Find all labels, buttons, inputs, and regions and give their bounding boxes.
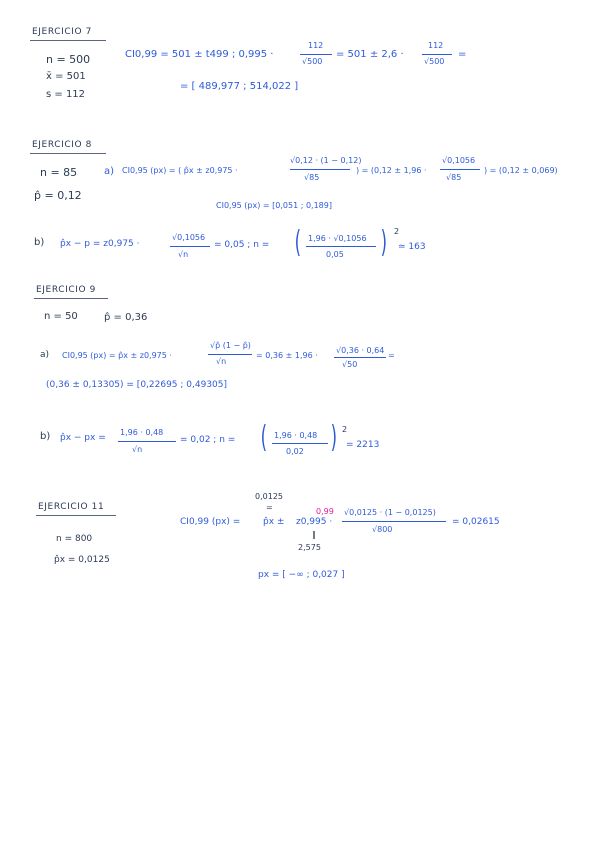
ex9-a-frac1-den: √n — [216, 357, 227, 366]
ex8-b-frac2-num: 1,96 · √0,1056 — [308, 234, 367, 243]
ex8-b-frac-num: √0,1056 — [172, 233, 206, 242]
exercise-7-title: EJERCICIO 7 — [32, 27, 92, 37]
ex8-a-frac2-bar — [440, 169, 480, 170]
ex9-a-frac1-num: √p̂ (1 − p̂) — [210, 341, 251, 350]
ex11-result: px = [ −∞ ; 0,027 ] — [258, 570, 345, 580]
ex11-z-term: z0,995 · — [296, 517, 333, 527]
exercise-8-title: EJERCICIO 8 — [32, 140, 92, 150]
ex7-n: n = 500 — [46, 53, 91, 66]
ex8-a-frac1-den: √85 — [304, 173, 320, 182]
ex8-b-close-paren: ) — [380, 225, 388, 260]
ex8-a-label: a) — [104, 166, 115, 177]
ex11-above-z: 0,99 — [316, 507, 334, 516]
ex7-eq: = — [458, 49, 467, 60]
ex8-b-frac2-den: 0,05 — [326, 250, 344, 259]
ex9-b-label: b) — [40, 431, 51, 442]
exercise-8-underline — [30, 153, 106, 154]
ex8-a-frac1-bar — [290, 169, 350, 170]
ex9-n: n = 50 — [44, 311, 78, 322]
ex7-frac2-num: 112 — [428, 41, 444, 50]
ex11-phat: p̂x = 0,0125 — [54, 555, 110, 565]
ex7-ci-lhs: CI0,99 = 501 ± t499 ; 0,995 · — [125, 49, 274, 60]
ex8-a-end: ) = (0,12 ± 0,069) — [484, 166, 558, 175]
ex8-b-frac-den: √n — [178, 250, 189, 259]
exercise-9-underline — [34, 298, 108, 299]
exercise-7-underline — [30, 40, 106, 41]
exercise-11-title: EJERCICIO 11 — [38, 502, 105, 512]
exercise-11-underline — [36, 515, 116, 516]
ex9-a-frac1-bar — [208, 354, 252, 355]
ex11-frac-bar — [342, 521, 446, 522]
ex7-frac2-bar — [422, 54, 452, 55]
ex8-b-frac2-bar — [306, 246, 376, 247]
ex9-phat: p̂ = 0,36 — [104, 312, 148, 323]
ex7-mid: = 501 ± 2,6 · — [336, 49, 404, 60]
ex7-xbar: x̄ = 501 — [46, 71, 86, 82]
ex9-b-frac-den: √n — [132, 445, 143, 454]
ex11-above-phat: 0,0125 — [255, 492, 283, 501]
exercise-9-title: EJERCICIO 9 — [36, 285, 96, 295]
ex8-b-open-paren: ( — [294, 225, 302, 260]
ex8-b-frac-bar — [170, 246, 210, 247]
ex11-lhs: CI0,99 (px) = — [180, 517, 241, 527]
ex9-b-lhs: p̂x − px = — [60, 433, 106, 443]
ex11-below-z-eq: ‖ — [312, 530, 316, 539]
ex7-result: = [ 489,977 ; 514,022 ] — [180, 81, 299, 92]
ex8-b-label: b) — [34, 237, 45, 248]
ex8-b-lhs: p̂x − p = z0,975 · — [60, 239, 140, 249]
ex11-frac-num: √0,0125 · (1 − 0,0125) — [344, 508, 436, 517]
ex8-b-mid: = 0,05 ; n = — [214, 240, 270, 250]
ex9-b-open-paren: ( — [260, 420, 268, 455]
ex8-b-exponent: 2 — [394, 227, 400, 236]
ex9-a-frac2-bar — [334, 357, 386, 358]
ex8-a-lhs: CI0,95 (px) = ( p̂x ± z0,975 · — [122, 166, 238, 175]
ex7-frac1-bar — [300, 54, 332, 55]
ex11-above-phat-eq: = — [266, 503, 273, 512]
ex8-phat: p̂ = 0,12 — [34, 189, 82, 202]
ex9-a-frac2-num: √0,36 · 0,64 — [336, 346, 385, 355]
ex7-frac1-num: 112 — [308, 41, 324, 50]
ex11-n: n = 800 — [56, 534, 93, 544]
ex8-a-frac2-num: √0,1056 — [442, 156, 476, 165]
ex7-s: s = 112 — [46, 89, 86, 100]
ex8-a-mid: ) = (0,12 ± 1,96 · — [356, 166, 427, 175]
ex9-b-frac-num: 1,96 · 0,48 — [120, 428, 164, 437]
ex9-a-result: (0,36 ± 0,13305) = [0,22695 ; 0,49305] — [46, 380, 228, 390]
ex11-phat-term: p̂x ± — [263, 517, 285, 527]
ex8-n: n = 85 — [40, 166, 78, 179]
ex9-b-mid: = 0,02 ; n = — [180, 435, 236, 445]
ex9-b-exponent: 2 — [342, 425, 348, 434]
ex7-frac1-den: √500 — [302, 57, 323, 66]
ex9-b-frac-bar — [118, 441, 176, 442]
ex9-a-end: = — [388, 351, 395, 360]
ex11-frac-den: √800 — [372, 525, 393, 534]
ex9-b-result: = 2213 — [346, 440, 380, 450]
ex11-frac-result: = 0,02615 — [452, 517, 500, 527]
ex9-a-label: a) — [40, 350, 50, 360]
ex8-b-result: ≃ 163 — [398, 242, 426, 252]
ex11-below-z: 2,575 — [298, 543, 321, 552]
ex9-a-mid: = 0,36 ± 1,96 · — [256, 351, 318, 360]
ex9-b-close-paren: ) — [330, 420, 338, 455]
ex7-frac2-den: √500 — [424, 57, 445, 66]
ex9-a-lhs: CI0,95 (px) = p̂x ± z0,975 · — [62, 351, 172, 360]
ex8-a-result: CI0,95 (px) = [0,051 ; 0,189] — [216, 201, 332, 210]
ex9-b-frac2-num: 1,96 · 0,48 — [274, 431, 318, 440]
ex9-a-frac2-den: √50 — [342, 360, 358, 369]
ex8-a-frac2-den: √85 — [446, 173, 462, 182]
ex9-b-frac2-den: 0,02 — [286, 447, 304, 456]
ex8-a-frac1-num: √0,12 · (1 − 0,12) — [290, 156, 362, 165]
ex9-b-frac2-bar — [272, 443, 328, 444]
